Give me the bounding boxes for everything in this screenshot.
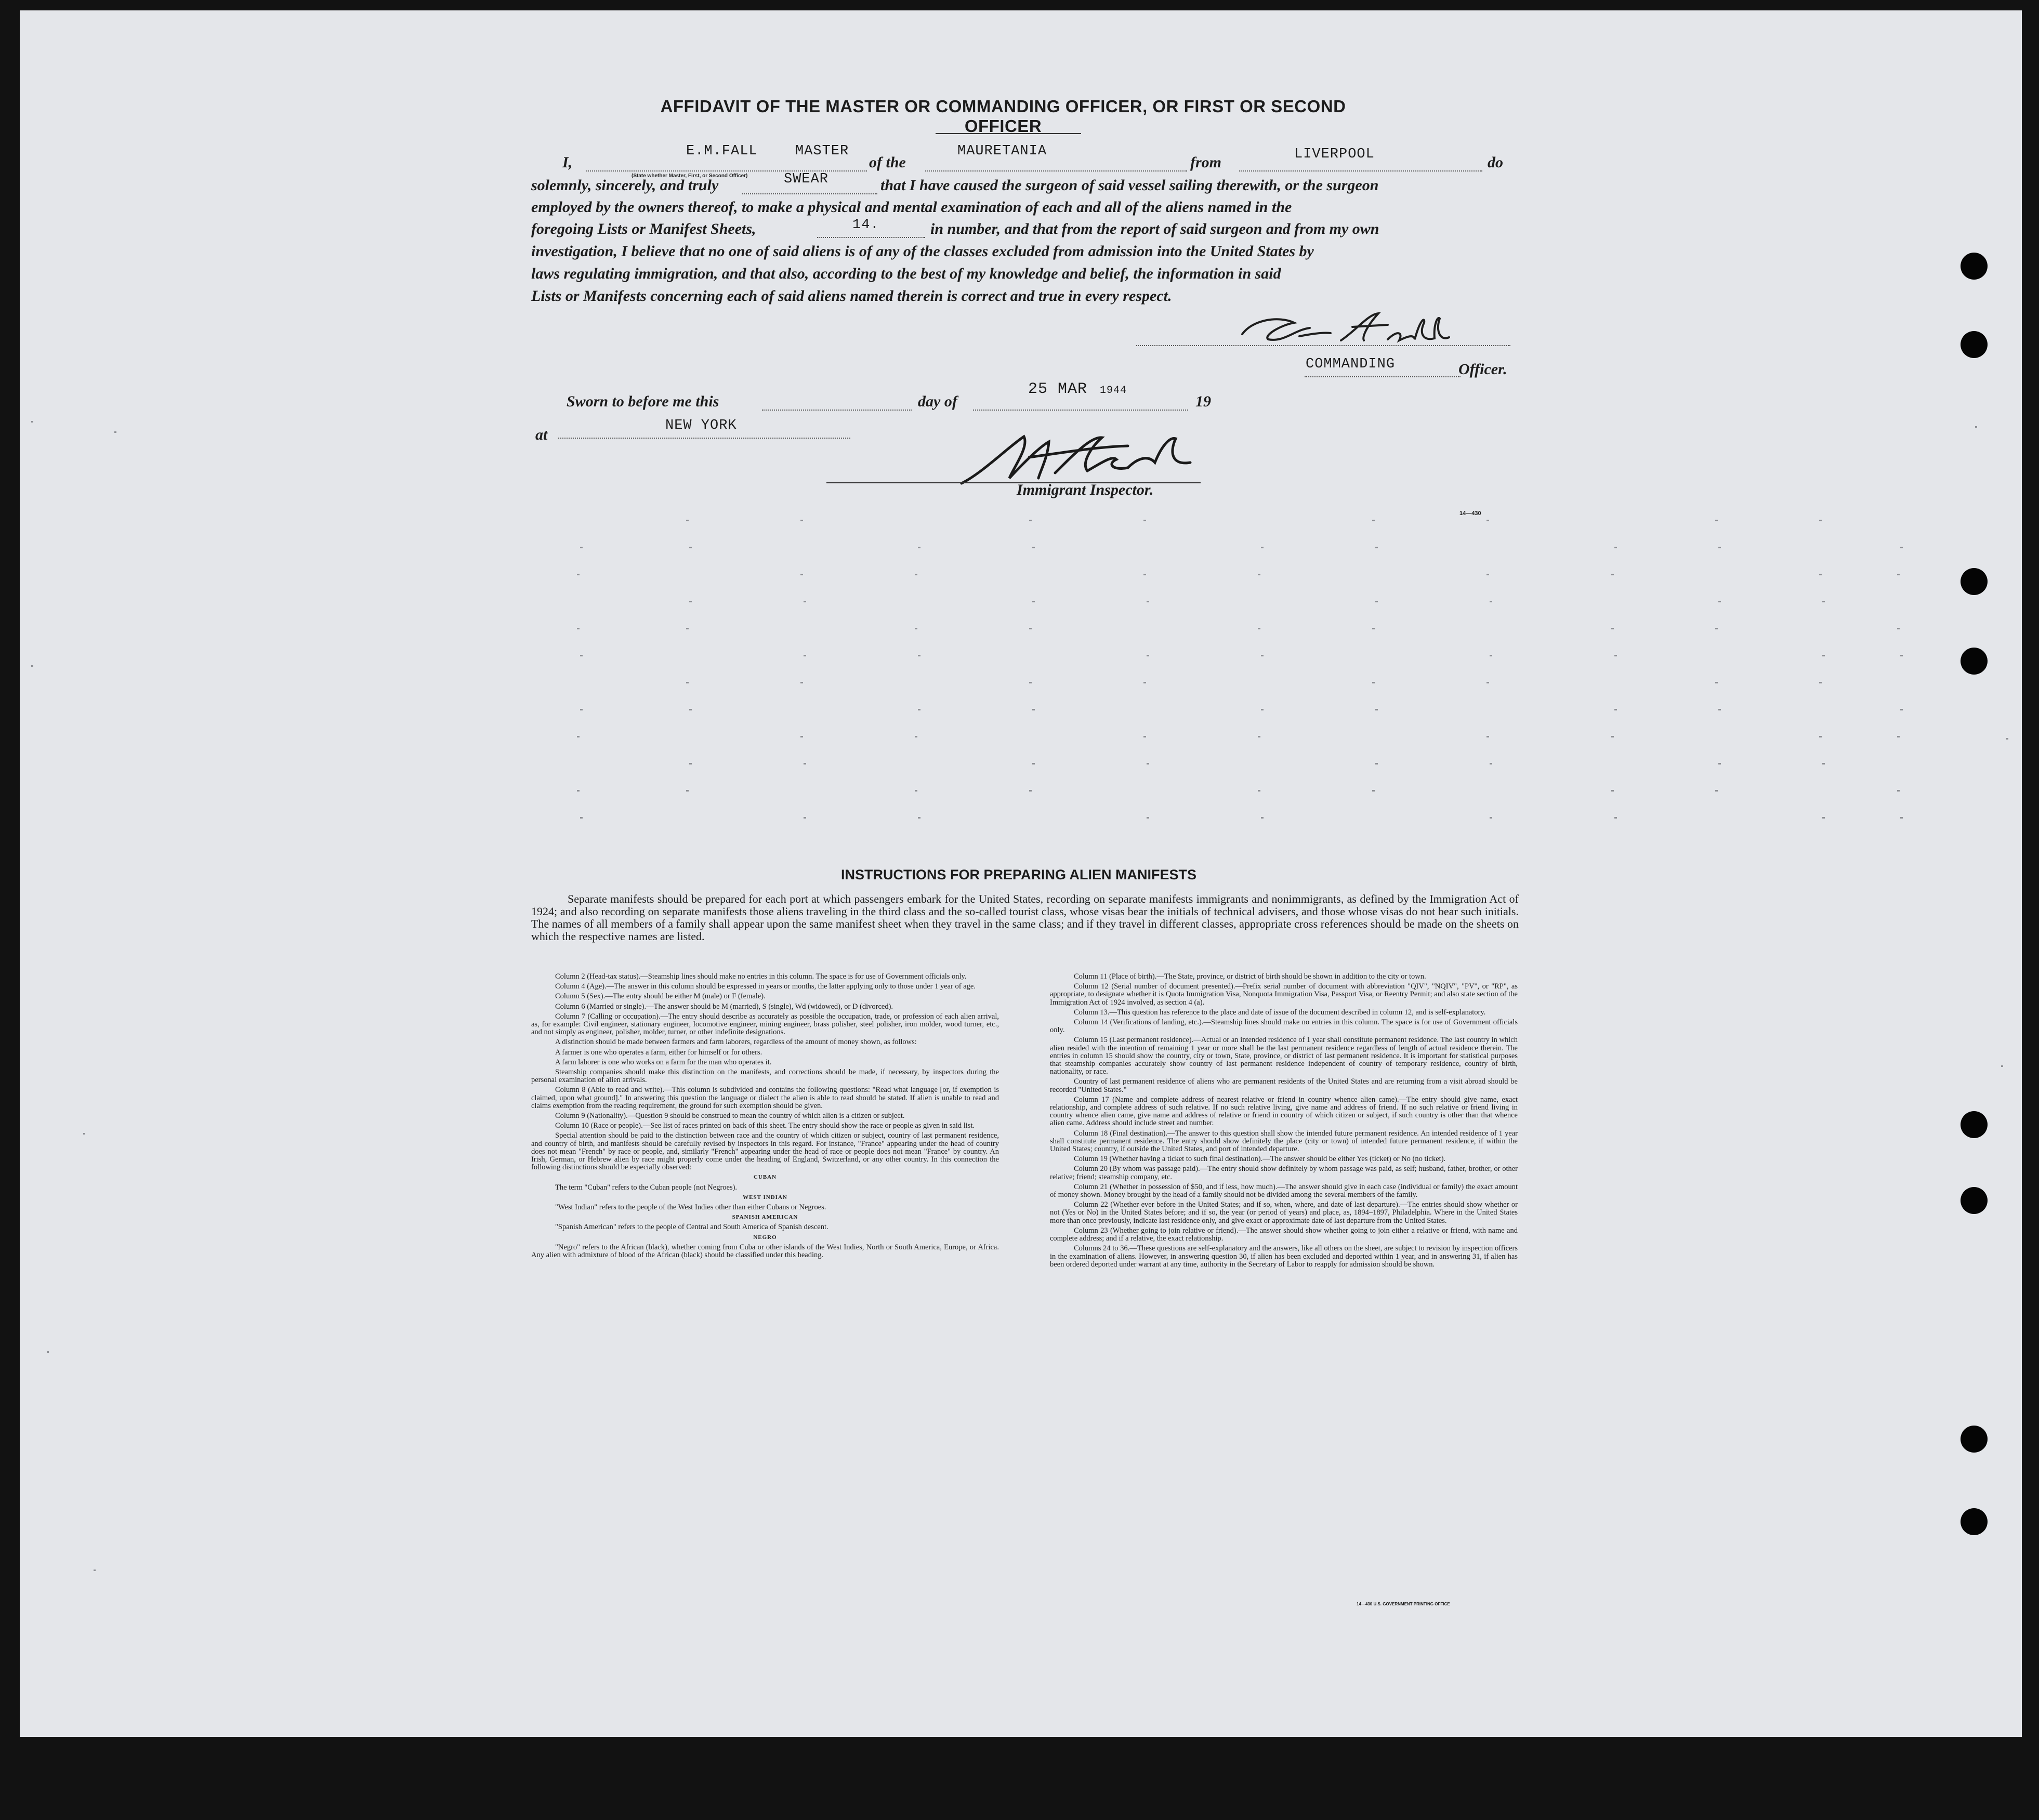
instr-columns-24-36: Columns 24 to 36.—These questions are self-explanatory and the answers, like all others on the sheet, are subject to revision by inspection officers in the examination of aliens. However, in answering question 30, if alien has been excluded and deported within 1 year, and in answering 31, if alien has been ordered deported under warrant at any time, authority in the Secretary of Labor to reapply for admission should be shown. <box>1050 1244 1518 1269</box>
sworn-pre: Sworn to before me this <box>567 393 719 410</box>
instr-farm-laborer: A farm laborer is one who works on a farm for the man who operates it. <box>555 1058 772 1066</box>
affidavit-do: do <box>1488 154 1503 171</box>
instructions-right-column <box>1050 973 1518 1271</box>
instr-column-23: Column 23 (Whether going to join relative or friend).—The answer should show whether going to join either a relative or friend, with name and complete address; and if a relative, the exact relationship. <box>1050 1226 1518 1243</box>
instr-column-14: Column 14 (Verifications of landing, etc.).—Steamship lines should make no entries in this column. The space is for use of Government officials only. <box>1050 1018 1518 1035</box>
instr-column-5: Column 5 (Sex).—The entry should be either M (male) or F (female). <box>555 992 766 1001</box>
instr-column-20: Column 20 (By whom was passage paid).—The entry should show definitely by whom passage was paid, as self; husband, father, brother, or other relative; friend; steamship company, etc. <box>1050 1165 1518 1181</box>
instr-column-19: Column 19 (Whether having a ticket to such final destination).—The answer should be either Yes (ticket) or No (no ticket). <box>1074 1155 1446 1164</box>
instr-column-18: Column 18 (Final destination).—The answer to this question shall show the intended future permanent residence. An intended residence of 1 year shall constitute permanent residence. The entry should show definitely the place (city or town) of intended future permanent residence, if within the United States; country, if outside the United States, and port of intended departure. <box>1050 1129 1518 1154</box>
instr-column-17: Column 17 (Name and complete address of nearest relative or friend in country whence alien came).—The entry should give name, exact relationship, and complete address of such relative. If no such relative living, give name and address of friend. If no such relative or friend living in country whence alien came, give name and address of relative or friend in country of which citizen or subject, if such country is other than that whence alien came. Address should include street and number. <box>1050 1095 1518 1128</box>
instr-column-6: Column 6 (Married or single).—The answer should be M (married), S (single), Wd (widowed), or D (divorced). <box>555 1002 893 1011</box>
vessel-name: MAURETANIA <box>957 143 1047 159</box>
instr-column-12: Column 12 (Serial number of document presented).—Prefix serial number of document with abbreviation "QIV", "NQIV", "PV", or "RP", as appropriate, to designate whether it is Quota Immigration Visa, Nonquota Immigration Visa, Passport Visa, or Reentry Permit; and also state section of the Immigration Act of 1924 involved, as section 4 (a). <box>1050 982 1518 1007</box>
affidavit-line5: investigation, I believe that no one of said aliens is of any of the classes excluded from admission into the United States by <box>531 243 1314 260</box>
instr-farmer: A farmer is one who operates a farm, either for himself or for others. <box>555 1048 762 1057</box>
officer-name: E.M.FALL <box>686 143 758 159</box>
printing-office-code: 14—430 U.S. GOVERNMENT PRINTING OFFICE <box>1357 1602 1450 1606</box>
affidavit-from: from <box>1190 154 1221 171</box>
instr-column-7: Column 7 (Calling or occupation).—The entry should describe as accurately as possible the occupation, trade, or profession of each alien arrival, as, for example: Civil engineer, stationary engineer, locomotive engineer, mining engineer, brass polisher, steel polisher, iron molder, wood turner, etc., and not simply as engineer, polisher, molder, turner, or other indefinite designations. <box>531 1012 999 1037</box>
instr-special: Special attention should be paid to the distinction between race and the country of which citizen or subject, country of last permanent residence, and country of birth, and manifests should be carefully revised by inspectors in this regard. For instance, "France" appearing under the head of country does not mean "French" by race or people, and, similarly "French" appearing under the head of race or people does not mean "France" by country. An Irish, German, or Hebrew alien by race might properly come under the heading of England, Switzerland, or any other country. In this connection the following distinctions should be especially observed: <box>531 1131 999 1172</box>
instr-column-8: Column 8 (Able to read and write).—This column is subdivided and contains the following questions: "Read what language [or, if exemption is claimed, upon what ground]." In answering this question the language or dialect the alien is able to read should be stated. If alien is unable to read and claims exemption from the reading requirement, the ground for such exemption should be given. <box>531 1086 999 1110</box>
officer-suffix: Officer. <box>1458 361 1507 378</box>
instr-west-indian: "West Indian" refers to the people of the West Indies other than either Cubans or Negroes. <box>555 1203 826 1212</box>
affidavit-line2-pre: solemnly, sincerely, and truly <box>531 177 719 194</box>
affidavit-title: AFFIDAVIT OF THE MASTER OR COMMANDING OFFICER, OR FIRST OR SECOND OFFICER <box>660 97 1346 136</box>
vessel-line <box>925 170 1187 172</box>
sworn-day-of: day of <box>918 393 957 410</box>
instr-spanish-american: "Spanish American" refers to the people of Central and South America of Spanish descent. <box>555 1223 828 1232</box>
officer-signature <box>1232 309 1450 351</box>
sheet-count: 14. <box>852 217 879 233</box>
instr-column-11: Column 11 (Place of birth).—The State, province, or district of birth should be shown in addition to the city or town. <box>1074 972 1426 981</box>
instr-country: Country of last permanent residence of aliens who are permanent residents of the United States and are returning from a visit abroad should be recorded "United States." <box>1050 1077 1518 1094</box>
sworn-date-line <box>973 410 1188 411</box>
oath-word: SWEAR <box>784 172 829 187</box>
officer-signature-line <box>1136 345 1510 346</box>
officer-rank: MASTER <box>795 143 849 159</box>
sworn-at: at <box>535 426 548 443</box>
instructions-intro: Separate manifests should be prepared for each port at which passengers embark for the United States, recording on separate manifests immigrants and nonimmigrants, as defined by the Immigration Act of 1924; and also recording on separate manifests those aliens traveling in the third class and the so-called tourist class, whose visas bear the initials of technical advisers, and those whose visas do not bear such initials. The names of all members of a family shall appear upon the same manifest sheet when they travel in the same class; and if they travel in different classes, appropriate cross references should be made on the sheets on which the respective names are listed. <box>531 892 1519 943</box>
instr-column-10: Column 10 (Race or people).—See list of races printed on back of this sheet. The entry should show the race or people as given in said list. <box>555 1122 975 1130</box>
sworn-year: 1944 <box>1100 385 1127 397</box>
instr-negro: "Negro" refers to the African (black), whether coming from Cuba or other islands of the West Indies, North or South America, Europe, or Africa. Any alien with admixture of blood of the African (black) should be classified under this heading. <box>531 1243 999 1260</box>
affidavit-line7: Lists or Manifests concerning each of said aliens named therein is correct and true in every respect. <box>531 287 1172 305</box>
instr-farmers: A distinction should be made between farmers and farm laborers, regardless of the amount of money shown, as follows: <box>555 1038 917 1047</box>
affidavit-line2-post: that I have caused the surgeon of said vessel sailing therewith, or the surgeon <box>880 177 1379 194</box>
affidavit-of-the: of the <box>869 154 906 171</box>
sworn-date: 25 MAR <box>1028 380 1088 398</box>
sworn-place: NEW YORK <box>665 418 737 433</box>
heading-negro: NEGRO <box>753 1234 777 1241</box>
form-number: 14—430 <box>1459 510 1481 517</box>
sheet-count-line <box>817 237 925 238</box>
instr-column-13: Column 13.—This question has reference to the place and date of issue of the document described in column 12, and is self-explanatory. <box>1074 1008 1486 1017</box>
instr-column-2: Column 2 (Head-tax status).—Steamship lines should make no entries in this column. The space is for use of Government officials only. <box>555 972 967 981</box>
sworn-day-line <box>762 410 912 411</box>
officer-note: (State whether Master, First, or Second Officer) <box>632 173 748 179</box>
affidavit-i: I, <box>562 154 573 171</box>
sworn-year-suffix: 19 <box>1195 393 1211 410</box>
inspector-label: Immigrant Inspector. <box>1017 481 1154 498</box>
oath-line <box>742 193 877 194</box>
instructions-title: INSTRUCTIONS FOR PREPARING ALIEN MANIFESTS <box>840 867 1197 882</box>
heading-west-indian: WEST INDIAN <box>743 1194 787 1201</box>
instr-cuban: The term "Cuban" refers to the Cuban people (not Negroes). <box>555 1183 738 1192</box>
instr-column-22: Column 22 (Whether ever before in the United States; and if so, when, where, and date of last departure).—The entries should show whether or not (Yes or No) in the United States before; and if so, the year (or period of years) and place, as, 1894–1897, Philadelphia. Where in the United States more than once previously, indicate last residence only, and give exact or approximate date of last departure from the United States. <box>1050 1201 1518 1225</box>
instructions-left-column <box>531 973 999 1261</box>
sworn-place-line <box>558 438 850 439</box>
officer-title-line <box>1305 376 1461 377</box>
heading-spanish-american: SPANISH AMERICAN <box>732 1214 798 1221</box>
affidavit-line4-post: in number, and that from the report of said surgeon and from my own <box>930 220 1379 238</box>
instr-column-15: Column 15 (Last permanent residence).—Actual or an intended residence of 1 year shall constitute permanent residence. The last country in which alien resided with the intention of remaining 1 year or more shall be the last permanent residence regardless of length of actual residence therein. The entries in column 15 should show the country, city or town, State, province, or district of last permanent residence. It is important for statistical purposes that steamship companies accurately show country of last permanent residence independent of country of temporary residence, country of birth, nationality, or race. <box>1050 1036 1518 1076</box>
officer-title: COMMANDING <box>1306 357 1396 372</box>
instr-column-21: Column 21 (Whether in possession of $50, and if less, how much).—The answer should give in each case (individual or family) the exact amount of money shown. Money brought by the head of a family should not be divided among the several members of the family. <box>1050 1182 1518 1199</box>
affidavit-line4-pre: foregoing Lists or Manifest Sheets, <box>531 220 756 238</box>
instr-column-4: Column 4 (Age).—The answer in this column should be expressed in years or months, the latter applying only to those under 1 year of age. <box>555 982 976 991</box>
instr-column-9: Column 9 (Nationality).—Question 9 should be construed to mean the country of which alien is a citizen or subject. <box>555 1112 905 1120</box>
instr-steamship: Steamship companies should make this distinction on the manifests, and corrections should be made, if necessary, by inspectors during the personal examination of alien arrivals. <box>531 1068 999 1085</box>
heading-cuban: CUBAN <box>753 1174 777 1181</box>
port-from: LIVERPOOL <box>1294 147 1375 162</box>
affidavit-line6: laws regulating immigration, and that also, according to the best of my knowledge and belief, the information in said <box>531 265 1281 282</box>
port-line <box>1239 170 1482 172</box>
affidavit-line3: employed by the owners thereof, to make a physical and mental examination of each and all of the aliens named in the <box>531 199 1292 216</box>
vessel-overline <box>936 133 1081 134</box>
